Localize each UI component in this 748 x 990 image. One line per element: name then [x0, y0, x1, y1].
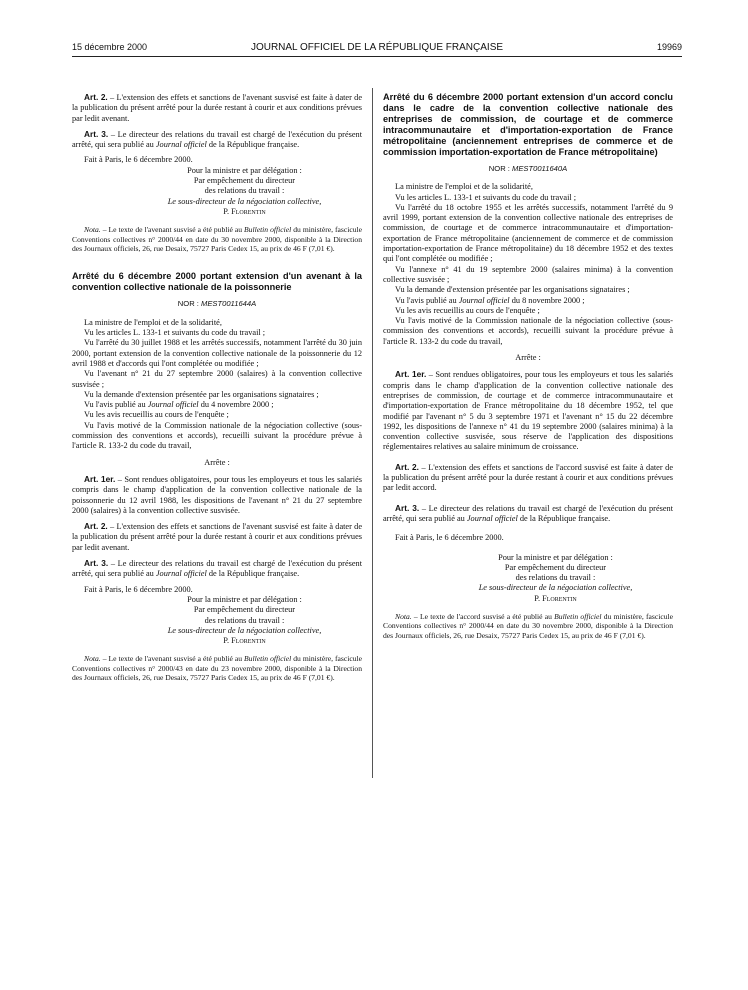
decree-article-3: Art. 3. – Le directeur des relations du travail est chargé de l'exécution du présent arrêté, qui sera publié au Journal officiel de la République française.: [383, 502, 673, 523]
header-page-number: 19969: [656, 42, 682, 52]
decree-para: Vu l'avis publié au Journal officiel du 8 novembre 2000 ;: [395, 295, 585, 305]
decree-para: Vu les avis recueillis au cours de l'enquête ;: [395, 305, 540, 315]
decree-para: Vu les articles L. 133-1 et suivants du code du travail ;: [395, 192, 577, 202]
decree-article-1: Art. 1er. – Sont rendues obligatoires, pour tous les employeurs et tous les salariés compris dans le champ d'application de la convention collective nationale de la poissonnerie du 12 avril 1988, les dispositions de l'avenant n° 21 du 27 septembre 2000 (salaires) à la convention collective susvisée.: [72, 473, 362, 515]
decree-para: Vu l'arrêté du 18 octobre 1955 et les arrêtés successifs, notamment l'arrêté du 9 avril 1999, portant extension de la convention collective nationale des entreprises de commission, de courtage et de commerce intracommunautaire et d'importation-exportation de France métropolitaine (anciennement de commerce et de commission importation-exportation de France métropolitaine) du 18 décembre 1952 et des textes qui l'ont complétée ou modifiée ;: [383, 202, 673, 264]
decree-para: Vu l'avis publié au Journal officiel du 4 novembre 2000 ;: [84, 400, 274, 410]
decree-nor: NOR : MEST0011640A: [488, 164, 568, 173]
right-column: [383, 92, 673, 640]
decree-para: Vu l'arrêté du 30 juillet 1988 et les arrêtés successifs, notamment l'arrêté du 30 juin 2000, portant extension de la convention collective nationale de la poissonnerie du 12 avril 1988 et d'accords qui l'ont complétée ou modifiée ;: [72, 338, 362, 368]
cont-article-3: Art. 3. – Le directeur des relations du travail est chargé de l'exécution du présent arrêté, qui sera publié au Journal officiel de la République française.: [72, 128, 362, 150]
decree-para: Vu l'annexe n° 41 du 19 septembre 2000 (salaires minima) à la convention collective susvisée ;: [383, 264, 673, 284]
decree-signature: Pour la ministre et par délégation : Par empêchement du directeur des relations du travail : Le sous-directeur de la négociation collective, P. Florentin: [167, 594, 322, 646]
header-journal-title: JOURNAL OFFICIEL DE LA RÉPUBLIQUE FRANÇAISE: [250, 42, 504, 53]
decree-para: Vu l'avis motivé de la Commission nationale de la négociation collective (sous-commission des conventions et accords), recueilli suivant la procédure prévue à l'article R. 133-2 du code du travail,: [383, 316, 673, 346]
decree-article-2: Art. 2. – L'extension des effets et sanctions de l'accord susvisé est faite à dater de la publication du présent arrêté pour la durée restant à courir et aux conditions prévues par ledit accord.: [383, 461, 673, 493]
cont-fait: Fait à Paris, le 6 décembre 2000.: [84, 155, 193, 165]
decree-signature: Pour la ministre et par délégation : Par empêchement du directeur des relations du travail : Le sous-directeur de la négociation collective, P. Florentin: [478, 552, 633, 603]
cont-article-2: Art. 2. – L'extension des effets et sanctions de l'avenant susvisé est faite à dater de la publication du présent arrêté pour la durée restant à courir et aux conditions prévues par ledit avenant.: [72, 92, 362, 123]
decree-nota: Nota. – Le texte de l'avenant susvisé a été publié au Bulletin officiel du ministère, fascicule Conventions collectives n° 2000/43 en date du 23 novembre 2000, disponible à la Direction des Journaux officiels, 26, rue Desaix, 75727 Paris Cedex 15, au prix de 46 F (7,01 €).: [72, 654, 362, 683]
decree-para: Vu les avis recueillis au cours de l'enquête ;: [84, 410, 229, 420]
decree-para: Vu l'avenant n° 21 du 27 septembre 2000 (salaires) à la convention collective susvisée ;: [72, 369, 362, 389]
decree-nota: Nota. – Le texte de l'accord susvisé a été publié au Bulletin officiel du ministère, fascicule Conventions collectives n° 2000/44 en date du 30 novembre 2000, disponible à la Direction des Journaux officiels, 26, rue Desaix, 75727 Paris Cedex 15, au prix de 46 F (7,01 €).: [383, 611, 674, 640]
column-divider: [372, 88, 373, 778]
decree-arrete: Arrête :: [204, 457, 230, 467]
cont-signature: Pour la ministre et par délégation : Par empêchement du directeur des relations du travail : Le sous-directeur de la négociation collective, P. Florentin: [167, 165, 322, 216]
decree-fait: Fait à Paris, le 6 décembre 2000.: [84, 584, 193, 594]
decree-article-2: Art. 2. – L'extension des effets et sanctions de l'avenant susvisé est faite à dater de la publication du présent arrêté pour la durée restant à courir et aux conditions prévues par ledit avenant.: [72, 521, 362, 552]
decree-title-commission: Arrêté du 6 décembre 2000 portant extension d'un accord conclu dans le cadre de la convention collective nationale des entreprises de commission, de courtage et de commerce intracommunautaire et d'importation-exportation de France métropolitaine (anciennement entreprises de commerce et de commission importation-exportation de France métropolitaine): [383, 92, 673, 157]
header-rule: [72, 56, 682, 57]
decree-title-poissonnerie: Arrêté du 6 décembre 2000 portant extension d'un avenant à la convention collective nationale de la poissonnerie: [72, 271, 362, 293]
decree-para: Vu la demande d'extension présentée par les organisations signataires ;: [84, 389, 319, 399]
decree-para: Vu la demande d'extension présentée par les organisations signataires ;: [395, 285, 630, 295]
cont-nota: Nota. – Le texte de l'avenant susvisé a été publié au Bulletin officiel du ministère, fascicule Conventions collectives n° 2000/44 en date du 30 novembre 2000, disponible à la Direction des Journaux officiels, 26, rue Desaix, 75727 Paris Cedex 15, au prix de 46 F (7,01 €).: [72, 225, 362, 254]
decree-nor: NOR : MEST0011644A: [177, 299, 257, 309]
decree-article-3: Art. 3. – Le directeur des relations du travail est chargé de l'exécution du présent arrêté, qui sera publié au Journal officiel de la République française.: [72, 558, 362, 579]
decree-para: La ministre de l'emploi et de la solidarité,: [395, 182, 533, 192]
decree-article-1: Art. 1er. – Sont rendues obligatoires, pour tous les employeurs et tous les salariés compris dans le champ d'application de la convention collective nationale des entreprises de commission, de courtage et de commerce intracommunautaire et d'importation-exportation de France métropolitaine du 18 décembre 1952, tel que modifié par l'avenant n° 5 du 3 septembre 1971 et l'avenant n° 15 du 22 décembre 1992, les dispositions de l'annexe n° 41 du 19 septembre 2000 (salaires minima) à la convention collective susvisée, sous réserve de l'application des dispositions réglementaires relatives au salaire minimum de croissance.: [383, 369, 673, 452]
page-header: [72, 42, 682, 56]
decree-para: La ministre de l'emploi et de la solidarité,: [84, 317, 222, 327]
decree-arrete: Arrête :: [515, 353, 541, 363]
left-column: [72, 92, 362, 683]
decree-para: Vu l'avis motivé de la Commission nationale de la négociation collective (sous-commission des conventions et accords), recueilli suivant la procédure prévue à l'article R. 133-2 du code du travail,: [72, 420, 362, 451]
header-date: 15 décembre 2000: [72, 42, 148, 52]
decree-para: Vu les articles L. 133-1 et suivants du code du travail ;: [84, 328, 266, 338]
decree-fait: Fait à Paris, le 6 décembre 2000.: [395, 533, 504, 543]
